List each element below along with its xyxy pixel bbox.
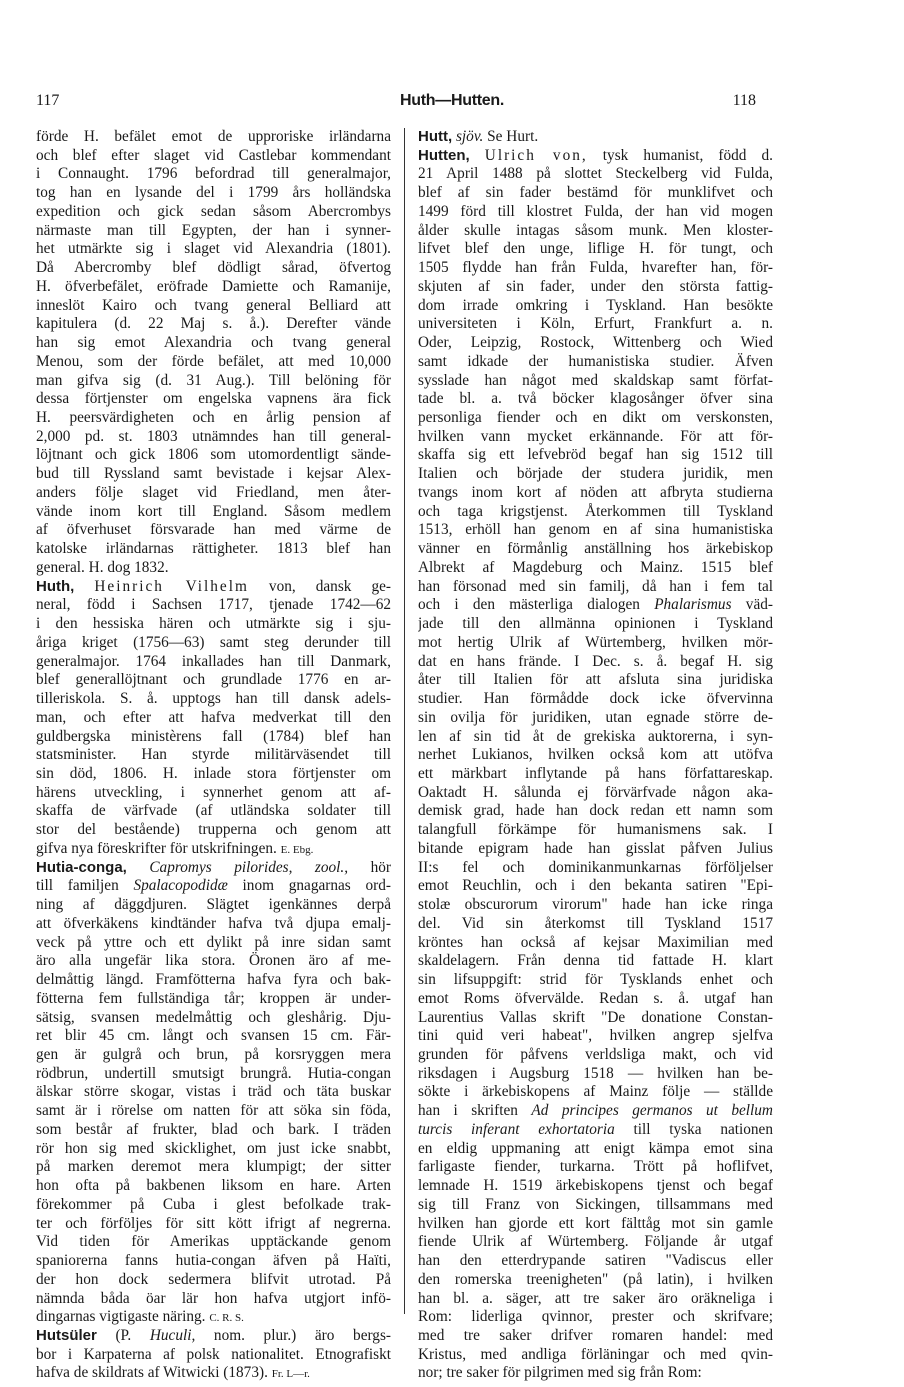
text-line: Hutsüler (P. Huculi, nom. plur.) äro bergs- — [36, 1327, 391, 1344]
text-line: samt är i rörelse om natten för att söka sin föda, — [36, 1102, 391, 1120]
text-line: der hon dock sedermera blifvit utrotad. På — [36, 1270, 391, 1288]
text-line: nor; tre saker för pilgrimen med sig från Rom: — [418, 1364, 702, 1382]
text-line: skaffa de värfvade (af utländska soldater till — [36, 802, 391, 820]
text-line: Då Abercromby blef dödligt sårad, öfvertog — [36, 259, 391, 277]
text-line: emot Roms öfvervälde. Redan s. å. utgaf han — [418, 989, 773, 1007]
text-line: lemnade H. 1519 ärkebiskopens tjenst och begaf — [418, 1177, 773, 1195]
text-line: den romerska treenigheten" (på latin), i hvilken — [418, 1270, 773, 1288]
text-line: delmåttig längd. Framfötterna hafva fyra och bak- — [36, 971, 391, 989]
text-line: expedition och gick sedan såsom Abercrombys — [36, 202, 391, 220]
column-divider — [404, 128, 405, 1314]
text-line: dat en hans frände. I Dec. s. å. begaf H. sig — [418, 652, 773, 670]
text-line: rödbrun, undertill smutsigt brungrå. Hutia-congan — [36, 1064, 391, 1082]
text-line: len af sin tid åt de grekiska auktorerna, i syn- — [418, 727, 773, 745]
text-line: med tre saker drifver romaren handel: med — [418, 1327, 773, 1344]
text-line: han den etterdrypande satiren "Vadiscus eller — [418, 1252, 773, 1270]
text-line: Albrekt af Magdeburg och Mainz. 1515 blef — [418, 558, 773, 576]
text-line: han sig emot Alexandria och tvang general — [36, 334, 391, 352]
text-line: skjuten af sin fader, under den största fattig- — [418, 277, 773, 295]
text-line: i den hessiska hären och utmärkte sig i sju- — [36, 615, 391, 633]
text-line: af öfverhuset försvarade han med värme de — [36, 521, 391, 539]
text-line: hvilken vann mycket erkännande. För att för- — [418, 427, 773, 445]
text-line: kapitulera (d. 22 Maj s. å.). Derefter vände — [36, 315, 391, 333]
text-line: vände inom kort till England. Såsom medlem — [36, 502, 391, 520]
text-line: sin ovilja för juridiken, utan egnade större de- — [418, 708, 773, 726]
text-line: stolæ obscurorum virorum" hade han icke ringa — [418, 896, 773, 914]
text-line: vänner en förmånlig anställning hos ärkebiskop — [418, 540, 773, 558]
text-line: rör hon sig med skicklighet, om just icke snabbt, — [36, 1139, 391, 1157]
text-line: på marken deremot mera klumpigt; der sitter — [36, 1158, 391, 1176]
text-line: tini quid veri habeat", hvilken angrep sjelfva — [418, 1027, 773, 1045]
text-line: nämnda båda öar lär hon hafva utgjort infö- — [36, 1289, 391, 1307]
text-line: riksdagen i Augsburg 1518 — hvilken han be- — [418, 1064, 773, 1082]
text-line: sin död, 1806. H. inlade stora förtjenster om — [36, 764, 391, 782]
text-line: sätsig, svansen medelmåttig och gleshårig. Dju- — [36, 1008, 391, 1026]
text-line: 1499 förd till klostret Fulda, der han vid mogen — [418, 202, 773, 220]
text-line: farligaste fiender, turkarna. Trött på hoflifvet, — [418, 1158, 773, 1176]
text-line: Hutt, sjöv. Se Hurt. — [418, 128, 539, 145]
text-line: demisk grad, hade han dock redan ett namn som — [418, 802, 773, 820]
text-line: Vid tiden för Amerikas upptäckande genom — [36, 1233, 391, 1251]
page-number-left: 117 — [36, 92, 60, 109]
text-line: ålder skulle intagas såsom munk. Men kloster- — [418, 221, 773, 239]
text-line: förde H. befälet emot de upproriske irländarna — [36, 128, 391, 145]
text-line: och taga krigstjenst. Återkommen till Tyskland — [418, 502, 773, 520]
text-line: 1513, erhöll han genom en af sina humanistiska — [418, 521, 773, 539]
text-line: ret blir 45 cm. långt och svansen 15 cm. Fär- — [36, 1027, 391, 1045]
text-line: närmaste man till Egypten, der han i synner- — [36, 221, 391, 239]
text-line: 2,000 pd. st. 1803 utnämndes han till general- — [36, 427, 391, 445]
text-line: en eldig uppmaning att enigt kämpa emot sina — [418, 1139, 773, 1157]
text-line: hvilken han gjorde ett kort fälttåg mot sin gamle — [418, 1214, 773, 1232]
text-line: universiteten i Köln, Erfurt, Frankfurt a. n. — [418, 315, 773, 333]
text-line: tade bl. a. två böcker klagosånger öfver sina — [418, 390, 773, 408]
text-line: personliga fiender och en dikt om verskonsten, — [418, 409, 773, 427]
text-line: fötterna fem fullständiga tår; kroppen är under- — [36, 989, 391, 1007]
text-line: tilleriskola. S. å. upptogs han till dansk adels- — [36, 690, 391, 708]
text-line: spaniorerna fanns hutia-congan äfven på Haïti, — [36, 1252, 391, 1270]
text-line: till familjen Spalacopodidæ inom gnagarnas ord- — [36, 877, 391, 895]
text-line: mot hertig Ulrik af Würtemberg, hvilken mör- — [418, 633, 773, 651]
text-line: del. Vid sin återkomst till Tyskland 1517 — [418, 914, 773, 932]
text-line: Hutia-conga, Capromys pilorides, zool., hör — [36, 858, 391, 876]
text-line: Huth, Heinrich Vilhelm von, dansk ge- — [36, 577, 391, 595]
running-title: Huth—Hutten. — [400, 92, 504, 109]
text-line: åriga kriget (1756—63) samt steg derunder till — [36, 633, 391, 651]
text-line: han bl. a. säger, att tre saker äro oräkneliga i — [418, 1289, 773, 1307]
text-line: och i den mästerliga dialogen Phalarismus väd- — [418, 596, 773, 614]
page-number-right: 118 — [732, 92, 756, 109]
text-line: i Connaught. 1796 befordrad till generalmajor, — [36, 165, 391, 183]
text-line: tog han en lysande del i 1799 års holländska — [36, 184, 391, 202]
text-line: ning af däggdjuren. Slägtet igenkännes derpå — [36, 896, 391, 914]
text-line: att öfverkäkens kindtänder hafva två djupa emalj- — [36, 914, 391, 932]
text-line: sin lifsuppgift: strid för Tysklands enhet och — [418, 971, 773, 989]
text-line: härens utveckling, i synnerhet genom att af- — [36, 783, 391, 801]
text-line: statsminister. Han styrde militärväsendet till — [36, 746, 391, 764]
text-line: inneslöt Kairo och tvang general Belliard att — [36, 296, 391, 314]
text-line: II:s fel och dominikanmunkarnas förföljelser — [418, 858, 773, 876]
text-line: tvangs inom kort af nöden att afbryta studierna — [418, 483, 773, 501]
text-line: dingarnas vigtigaste näring. C. R. S. — [36, 1308, 244, 1326]
text-line: stor del bestående) trupperna och genom att — [36, 821, 391, 839]
text-line: anders följe slaget vid Friedland, men åter- — [36, 483, 391, 501]
text-line: 1505 flydde han från Fulda, hvarefter han, för- — [418, 259, 773, 277]
text-line: het utmärkte sig i slaget vid Alexandria (1801). — [36, 240, 391, 258]
text-line: nerhet Lukianos, hvilken också kom att utöfva — [418, 746, 773, 764]
text-line: Rom: liderliga qvinnor, prester och skrifvare; — [418, 1308, 773, 1326]
text-line: Hutten, Ulrich von, tysk humanist, född d. — [418, 146, 773, 164]
text-line: sysslade han något med skaldskap samt förfat- — [418, 371, 773, 389]
text-line: bor i Karpaterna af polsk nationalitet. Etnografiskt — [36, 1345, 391, 1363]
text-line: sig till Franz von Sickingen, tillsammans med — [418, 1195, 773, 1213]
text-line: bud till Ryssland samt bevistade i kejsar Alex- — [36, 465, 391, 483]
text-line: blef generallöjtnant och grundlade 1776 en ar- — [36, 671, 391, 689]
text-line: åter till Italien för att afsluta sina juridiska — [418, 671, 773, 689]
text-line: förekommer på Cuba i glest befolkade trak- — [36, 1195, 391, 1213]
text-line: fiende Ulrik af Würtemberg. Följande år utgaf — [418, 1233, 773, 1251]
text-line: talangfull förkämpe för humanismens sak. I — [418, 821, 773, 839]
text-line: man, och efter att hafva medverkat till den — [36, 708, 391, 726]
text-line: dom irrade omkring i Tyskland. Han besökte — [418, 296, 773, 314]
text-line: lifvet blef den unge, liflige H. för tungt, och — [418, 240, 773, 258]
text-line: emot Reuchlin, och i den bekanta satiren "Epi- — [418, 877, 773, 895]
text-line: ett märkbart inflytande på hans författareskap. — [418, 764, 773, 782]
text-line: Kristus, med andliga förläningar och med qvin- — [418, 1345, 773, 1363]
text-line: blef af sin fader bestämd för munklifvet och — [418, 184, 773, 202]
text-line: Menou, som der förde befälet, att med 10,000 — [36, 352, 391, 370]
text-line: H. peersvärdigheten och en årlig pension af — [36, 409, 391, 427]
text-line: generalmajor. 1764 inkallades han till Danmark, — [36, 652, 391, 670]
text-line: veck på yttre och ett dylikt på inre sidan samt — [36, 933, 391, 951]
text-line: sökte i ärkebiskopens af Mainz följe — ställde — [418, 1083, 773, 1101]
text-line: äro alla ungefär lika stora. Öronen äro af me- — [36, 952, 391, 970]
text-line: hafva de skildrats af Witwicki (1873). Fr. L—r. — [36, 1364, 310, 1382]
text-line: och blef efter slaget vid Castlebar kommendant — [36, 146, 391, 164]
text-line: H. öfverbefälet, eröfrade Damiette och Ramanije, — [36, 277, 391, 295]
text-line: turcis inferant exhortatoria till tyska nationen — [418, 1120, 773, 1138]
text-line: katolske irländarnas rättigheter. 1813 blef han — [36, 540, 391, 558]
text-line: dessa förtjenster om engelska vapnens ära fick — [36, 390, 391, 408]
text-line: hon ofta på bakbenen liksom en hare. Arten — [36, 1177, 391, 1195]
text-line: neral, född i Sachsen 1717, tjenade 1742—62 — [36, 596, 391, 614]
left-column — [36, 128, 391, 1383]
text-line: kröntes han också af kejsar Maximilian med — [418, 933, 773, 951]
text-line: gen är gulgrå och brun, på korsryggen mera — [36, 1045, 391, 1063]
text-line: jade till den allmänna opinionen i Tyskland — [418, 615, 773, 633]
text-line: 21 April 1488 på slottet Steckelberg vid Fulda, — [418, 165, 773, 183]
text-line: skaffa sig ett lefvebröd begaf han sig 1512 till — [418, 446, 773, 464]
right-column — [418, 128, 773, 1383]
text-line: han i skriften Ad principes germanos ut bellum — [418, 1102, 773, 1120]
text-line: Laurentius Vallas skrift "De donatione Constan- — [418, 1008, 773, 1026]
text-line: guldbergska ministèrens fall (1784) blef han — [36, 727, 391, 745]
text-line: Oaktadt H. sålunda ej förvärfvade någon aka- — [418, 783, 773, 801]
text-line: gifva nya föreskrifter för utskrifningen. E. Ebg. — [36, 839, 314, 857]
text-line: samt idkade der humanistiska studier. Äfven — [418, 352, 773, 370]
text-line: grunden för påfvens verldsliga makt, och vid — [418, 1045, 773, 1063]
text-line: bitande epigram hade han gisslat påfven Julius — [418, 839, 773, 857]
text-line: som består af frukter, blad och bark. I träden — [36, 1120, 391, 1138]
text-line: skaldelagern. Från denna tid fattade H. klart — [418, 952, 773, 970]
text-line: studier. Han förmådde dock icke öfvervinna — [418, 690, 773, 708]
text-line: han försonad med sin familj, då han i fem tal — [418, 577, 773, 595]
text-line: man gifva sig (d. 31 Aug.). Till belöning för — [36, 371, 391, 389]
text-line: general. H. dog 1832. — [36, 558, 169, 576]
text-line: löjtnant och gick 1806 som utomordentligt sände- — [36, 446, 391, 464]
text-line: älskar större skogar, vistas i träd och täta buskar — [36, 1083, 391, 1101]
text-line: Italien och började der studera juridik, men — [418, 465, 773, 483]
text-line: ter och förföljes för sitt kött ifrigt af negrerna. — [36, 1214, 391, 1232]
text-line: Oder, Leipzig, Rostock, Wittenberg och Wied — [418, 334, 773, 352]
